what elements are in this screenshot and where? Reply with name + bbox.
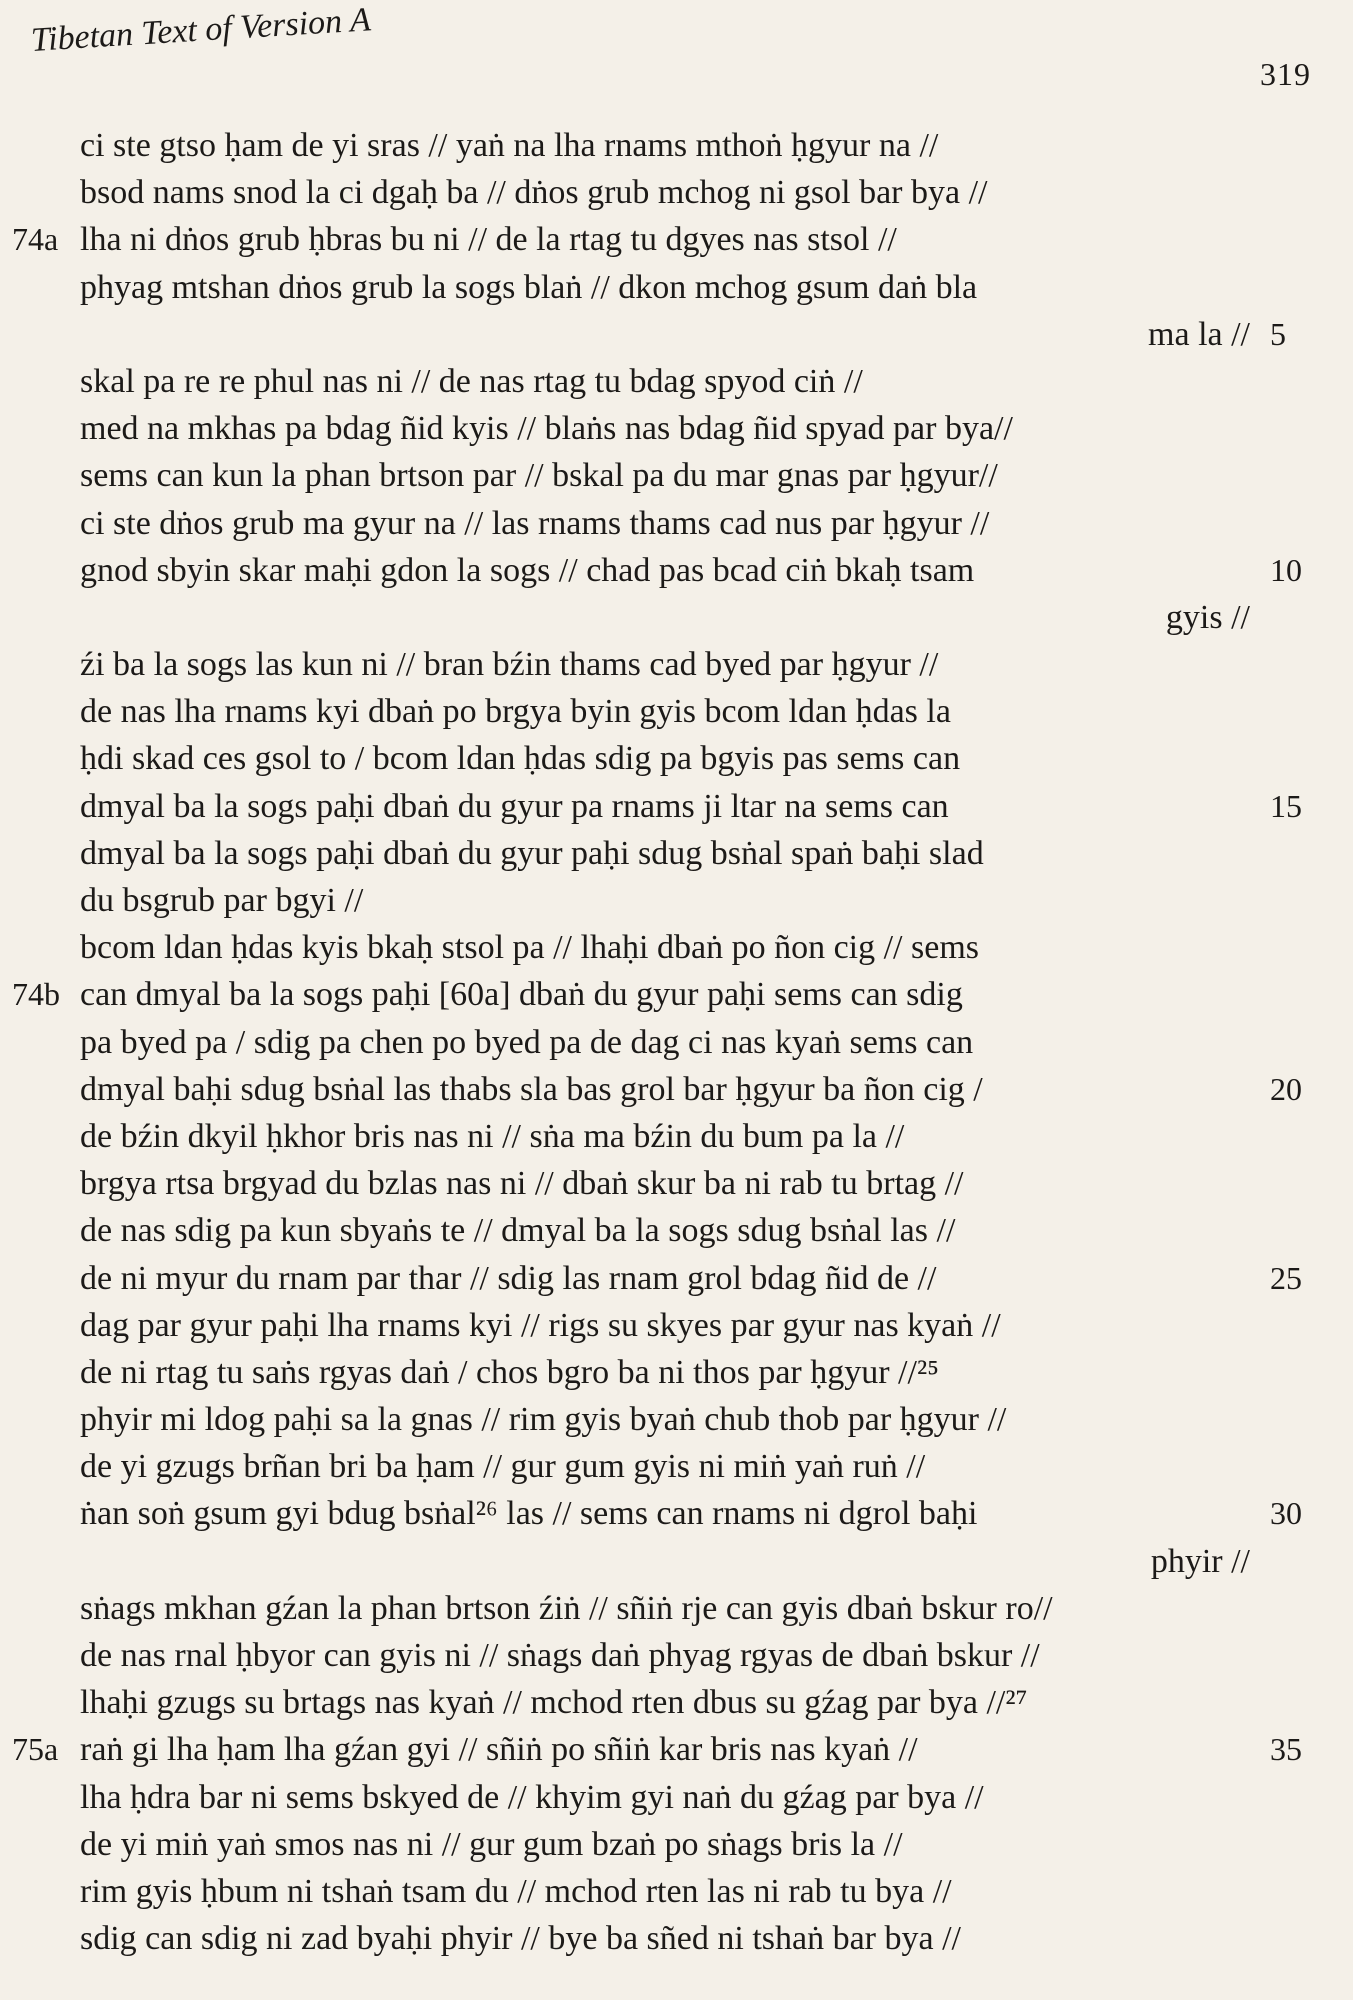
line-text: de nas rnal ḥbyor can gyis ni // sṅags daṅ phyag rgyas de dbaṅ bskur // [80,1637,1040,1674]
line-number: 10 [1270,551,1302,588]
line-text: du bsgrub par bgyi // [80,882,364,919]
text-line [80,1160,1250,1207]
line-number: 20 [1270,1070,1302,1107]
text-line [80,452,1250,499]
line-number: 15 [1270,787,1302,824]
line-text: ma la // [1148,315,1250,353]
line-text: raṅ gi lha ḥam lha gźan gyi // sñiṅ po sñiṅ kar bris nas kyaṅ // [80,1731,918,1769]
line-text: dmyal ba la sogs paḥi dbaṅ du gyur pa rnams ji ltar na sems can [80,787,949,825]
text-line [80,1396,1250,1443]
line-text: bcom ldan ḥdas kyis bkaḥ stsol pa // lhaḥi dbaṅ po ñon cig // sems [80,929,980,967]
line-text: phyir mi ldog paḥi sa la gnas // rim gyis byaṅ chub thob par ḥgyur // [80,1401,1007,1439]
text-line [80,311,1286,358]
text-line [80,924,1250,971]
line-text: de nas sdig pa kun sbyaṅs te // dmyal ba la sogs sdug bsṅal las // [80,1212,956,1250]
text-line [80,358,1250,405]
text-block [12,122,1302,1962]
text-line [80,1349,1250,1396]
line-number: 25 [1270,1259,1302,1296]
line-text: de yi gzugs brñan bri ba ḥam // gur gum gyis ni miṅ yaṅ ruṅ // [80,1448,926,1486]
text-line [80,1774,1250,1821]
line-text: pa byed pa / sdig pa chen po byed pa de dag ci nas kyaṅ sems can [80,1023,974,1061]
line-text: de ni rtag tu saṅs rgyas daṅ / chos bgro ba ni thos par ḥgyur //²⁵ [80,1353,939,1391]
line-text: ṅan soṅ gsum gyi bdug bsṅal²⁶ las // sems can rnams ni dgrol baḥi [80,1495,978,1533]
line-text: can dmyal ba la sogs paḥi [60a] dbaṅ du gyur paḥi sems can sdig [80,976,963,1014]
line-text: brgya rtsa brgyad du bzlas nas ni // dbaṅ skur ba ni rab tu brtag // [80,1165,964,1203]
text-line [80,1255,1302,1302]
text-line [80,641,1250,688]
line-text: lhaḥi gzugs su brtags nas kyaṅ // mchod rten dbus su gźag par bya //²⁷ [80,1684,1028,1722]
line-text: dag par gyur paḥi lha rnams kyi // rigs su skyes par gyur nas kyaṅ // [80,1306,1001,1344]
text-line [80,405,1250,452]
folio-marker: 75a [12,1731,59,1768]
text-line [80,1679,1250,1726]
text-line [80,735,1250,782]
line-text: dmyal baḥi sdug bsṅal las thabs sla bas grol bar ḥgyur ba ñon cig / [80,1070,983,1108]
line-text: ci ste gtso ḥam de yi sras // yaṅ na lha rnams mthoṅ ḥgyur na // [80,127,939,164]
line-text: gnod sbyin skar maḥi gdon la sogs // chad pas bcad ciṅ bkaḥ tsam [80,551,975,589]
line-text: sems can kun la phan brtson par // bskal pa du mar gnas par ḥgyur// [80,457,998,495]
line-text: lha ni dṅos grub ḥbras bu ni // de la rtag tu dgyes nas stsol // [80,221,897,259]
line-text: skal pa re re phul nas ni // de nas rtag tu bdag spyod ciṅ // [80,362,863,400]
line-text: ci ste dṅos grub ma gyur na // las rnams thams cad nus par ḥgyur // [80,504,990,542]
text-line [12,216,1250,263]
line-text: sdig can sdig ni zad byaḥi phyir // bye ba sñed ni tshaṅ bar bya // [80,1920,961,1958]
line-text: rim gyis ḥbum ni tshaṅ tsam du // mchod rten las ni rab tu bya // [80,1872,952,1910]
text-line [80,1113,1250,1160]
text-line [80,594,1250,641]
text-line [80,1868,1250,1915]
text-line [80,122,1250,169]
line-number: 30 [1270,1495,1302,1532]
text-line [80,1443,1250,1490]
line-number: 35 [1270,1731,1302,1768]
text-line [80,1632,1250,1679]
line-text: lha ḥdra bar ni sems bskyed de // khyim gyi naṅ du gźag par bya // [80,1778,984,1816]
text-line [80,1538,1250,1585]
text-line [80,783,1302,830]
line-text: dmyal ba la sogs paḥi dbaṅ du gyur paḥi sdug bsṅal spaṅ baḥi slad [80,834,984,872]
text-line [12,1726,1302,1773]
text-line [80,264,1250,311]
text-line [80,169,1250,216]
line-text: bsod nams snod la ci dgaḥ ba // dṅos grub mchog ni gsol bar bya // [80,174,988,212]
line-text: gyis // [1165,598,1250,636]
text-line [80,1490,1302,1537]
text-line [12,971,1250,1018]
line-text: med na mkhas pa bdag ñid kyis // blaṅs nas bdag ñid spyad par bya// [80,410,1013,448]
line-text: źi ba la sogs las kun ni // bran bźin thams cad byed par ḥgyur // [80,646,939,684]
text-line [80,1915,1250,1962]
text-line [80,830,1250,877]
folio-marker: 74b [12,976,60,1013]
line-text: sṅags mkhan gźan la phan brtson źiṅ // sñiṅ rje can gyis dbaṅ bskur ro// [80,1589,1053,1627]
line-text: de bźin dkyil ḥkhor bris nas ni // sṅa ma bźin du bum pa la // [80,1117,905,1155]
line-text: de yi miṅ yaṅ smos nas ni // gur gum bzaṅ po sṅags bris la // [80,1825,903,1863]
text-line [80,1302,1250,1349]
text-line [80,688,1250,735]
line-text: ḥdi skad ces gsol to / bcom ldan ḥdas sdig pa bgyis pas sems can [80,740,961,778]
line-number: 5 [1270,315,1286,352]
text-line [80,500,1250,547]
text-line [80,547,1302,594]
line-text: de nas lha rnams kyi dbaṅ po brgya byin gyis bcom ldan ḥdas la [80,693,951,731]
line-text: phyir // [1150,1542,1250,1580]
text-line [80,1066,1302,1113]
page-number: 319 [1260,56,1311,92]
text-line [80,1585,1250,1632]
line-text: phyag mtshan dṅos grub la sogs blaṅ // dkon mchog gsum daṅ bla [80,268,978,306]
text-line [80,877,1250,924]
line-text: de ni myur du rnam par thar // sdig las rnam grol bdag ñid de // [80,1259,937,1297]
text-line [80,1821,1250,1868]
text-line [80,1207,1250,1254]
folio-marker: 74a [12,221,59,258]
text-line [80,1019,1250,1066]
running-head: Tibetan Text of Version A [30,1,372,59]
